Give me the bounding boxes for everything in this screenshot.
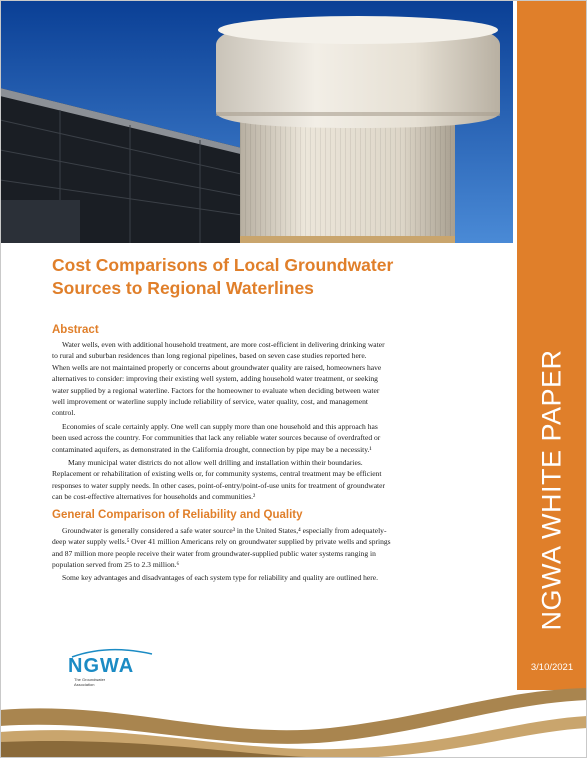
general-comparison-heading: General Comparison of Reliability and Quality [52,508,303,521]
abstract-paragraph-3 [52,457,490,503]
sidebar-label: NGWA WHITE PAPER [536,349,567,631]
water-tower-illustration [0,0,513,243]
text-line: Economies of scale certainly apply. One well can supply more than one household and this approach has [62,421,378,431]
text-line: and 87 million more people receive their water from groundwater-supplied public water systems ranging in [52,548,376,558]
text-line: can be cost-effective alternatives for households and communities.² [52,492,256,502]
title-line-1: Cost Comparisons of Local Groundwater [52,255,394,275]
text-line: When wells are not maintained properly or concerns about groundwater quality are raised, homeowners have [52,362,382,372]
text-line: well improvement or waterline supply include reliability of service, water quality, cost, and management [52,397,368,407]
text-line: population served from 25 to 2.3 million.⁶ [52,559,180,569]
general-paragraph-1 [52,525,490,571]
abstract-heading: Abstract [52,324,99,336]
text-line: Many municipal water districts do not allow well drilling and installation within their boundaries. [68,458,363,468]
document-title [52,254,490,300]
logo-wordmark: NGWA [68,655,135,677]
text-line: alternatives to consider: improving their existing well system, adding household water treatment, or seeking [52,374,378,384]
publication-date: 3/10/2021 [530,662,574,673]
logo-tagline [74,677,134,687]
text-line: water supplied by a regional waterline. Factors for the homeowner to evaluate when deciding between water [52,385,380,395]
text-line: to rural and suburban residences than long regional pipelines, based on seven case studies reported here. [52,351,367,361]
text-line: Water wells, even with additional household treatment, are more cost-efficient in delivering drinking water [62,340,385,349]
general-paragraph-2 [52,572,490,583]
title-line-2: Sources to Regional Waterlines [52,278,314,298]
abstract-paragraph-2 [52,421,490,455]
text-line: Replacement or rehabilitation of existing wells or, for community systems, central treatment may be efficient [52,469,382,479]
text-line: Some key advantages and disadvantages of each system type for reliability and quality are outlined here. [62,573,379,583]
ngwa-logo[interactable] [68,655,158,695]
logo-tagline-line-2: Association [74,682,95,687]
text-line: control. [52,408,76,418]
text-line: Groundwater is generally considered a safe water source³ in the United States,⁴ especially from adequately- [62,525,387,535]
text-line: been used across the country. For communities that lack any reliable water sources because of overdrafted or [52,433,381,443]
logo-tagline-line-1: The Groundwater [74,677,106,682]
text-line: contaminated aquifers, as demonstrated in the California drought, connection by pipe may be a necessity.¹ [52,444,372,454]
text-line: deep water supply wells.⁵ Over 41 million Americans rely on groundwater supplied by private wells and springs [52,537,391,547]
text-line: responses to water supply needs. In other cases, point-of-entry/point-of-use units for treatment of groundwater [52,480,386,490]
water-tower-photo [0,0,513,243]
main-content [52,254,490,584]
abstract-paragraph-1 [52,339,490,419]
